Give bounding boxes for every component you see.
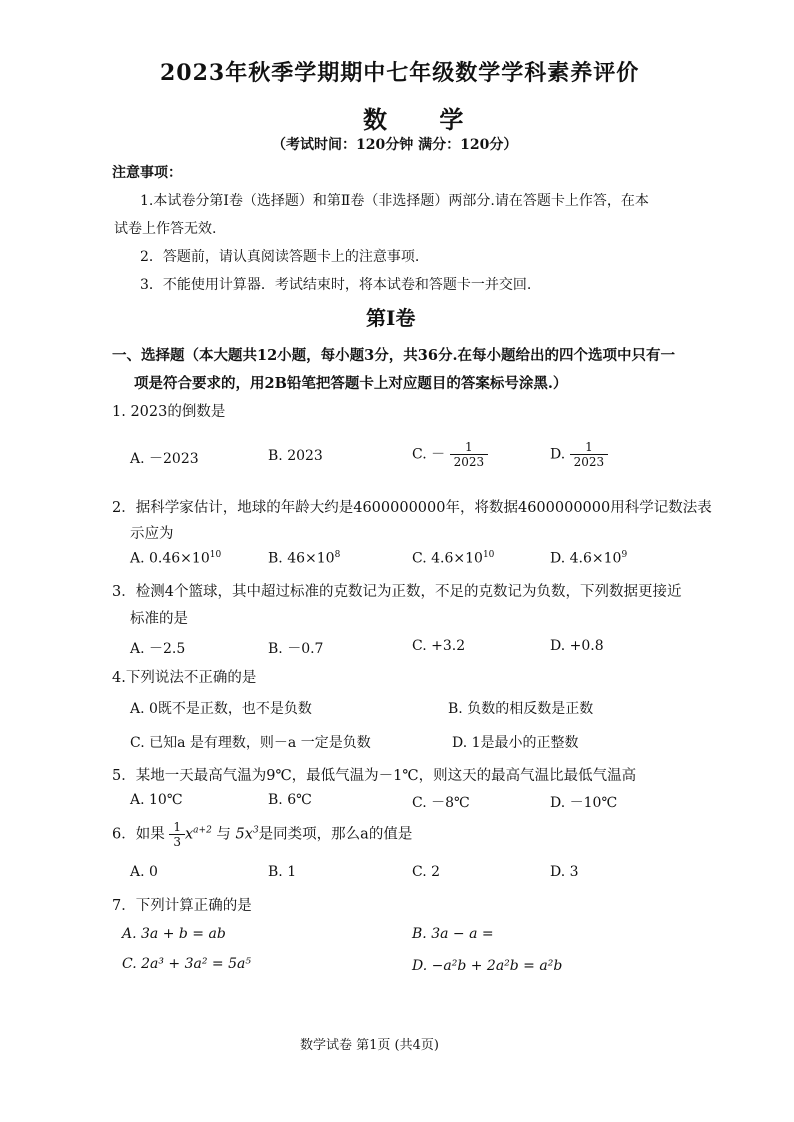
- q6-option-c: C. 2: [412, 864, 441, 880]
- q2-option-d-base: D. 4.6×10: [550, 550, 622, 567]
- part1-title: 第Ⅰ卷: [366, 306, 416, 330]
- note-1: 1.本试卷分第Ⅰ卷（选择题）和第Ⅱ卷（非选择题）两部分.请在答题卡上作答，在本: [140, 193, 649, 209]
- q1-option-c: [412, 440, 488, 469]
- q2-option-c-base: C. 4.6×10: [412, 550, 483, 567]
- q3-stem-line2: 标准的是: [130, 611, 188, 627]
- q5-option-c: C. －8℃: [412, 795, 470, 811]
- q3-option-b: B. －0.7: [268, 641, 324, 657]
- q6-expr2: 5x: [235, 826, 253, 843]
- q5-option-b: B. 6℃: [268, 792, 312, 808]
- notes-heading: 注意事项：: [112, 165, 182, 181]
- section1-line1: 一、选择题（本大题共12小题，每小题3分，共36分.在每小题给出的四个选项中只有一: [112, 347, 675, 364]
- q5-stem: 5．某地一天最高气温为9℃，最低气温为－1℃，则这天的最高气温比最低气温高: [112, 768, 637, 784]
- note-2: 2．答题前，请认真阅读答题卡上的注意事项.: [140, 249, 420, 265]
- q6-frac-denominator: 3: [169, 834, 185, 849]
- q7-stem: 7．下列计算正确的是: [112, 898, 252, 914]
- q2-option-d-exp: 9: [621, 550, 628, 560]
- q7-option-d: D. −a²b + 2a²b = a²b: [412, 958, 563, 974]
- q6-fraction: [169, 820, 185, 849]
- q1-option-c-prefix: C. －: [412, 446, 446, 463]
- q1-d-denominator: 2023: [570, 454, 609, 469]
- q1-d-numerator: 1: [585, 440, 593, 454]
- note-3: 3．不能使用计算器．考试结束时，将本试卷和答题卡一并交回.: [140, 277, 532, 293]
- q6-stem-suffix: 是同类项，那么a的值是: [258, 826, 413, 843]
- q1-option-a: A. －2023: [130, 451, 199, 467]
- q6-option-a: A. 0: [130, 864, 158, 880]
- q3-option-c: C. +3.2: [412, 638, 466, 654]
- q2-option-d: [550, 550, 627, 567]
- q3-stem-line1: 3．检测4个篮球，其中超过标准的克数记为正数，不足的克数记为负数，下列数据更接近: [112, 584, 682, 600]
- q6-expr2-exp: 3: [252, 825, 259, 836]
- q2-stem-line1: 2．据科学家估计，地球的年龄大约是4600000000年，将数据4600000000用科学记数法表: [112, 500, 712, 516]
- q6-option-b: B. 1: [268, 864, 297, 880]
- q2-option-b: [268, 550, 340, 567]
- q1-option-c-fraction: [450, 440, 489, 469]
- q1-option-d-prefix: D.: [550, 446, 570, 463]
- q6-mid: 与: [216, 826, 231, 843]
- q1-option-b: B. 2023: [268, 448, 323, 464]
- q6-frac-numerator: 1: [173, 820, 181, 834]
- q2-option-b-base: B. 46×10: [268, 550, 335, 567]
- q1-stem: 1. 2023的倒数是: [112, 404, 226, 420]
- q2-option-b-exp: 8: [334, 550, 341, 560]
- q3-option-a: A. －2.5: [130, 641, 186, 657]
- q6-stem: [112, 820, 412, 849]
- q2-option-a: [130, 550, 221, 567]
- q2-option-c: [412, 550, 494, 567]
- q2-option-c-exp: 10: [482, 550, 495, 560]
- q5-option-d: D. －10℃: [550, 795, 618, 811]
- q7-option-c: C. 2a³ + 3a² = 5a⁵: [122, 956, 251, 972]
- q1-option-d: [550, 440, 608, 469]
- q1-option-d-fraction: [570, 440, 609, 469]
- q1-c-denominator: 2023: [450, 454, 489, 469]
- q6-option-d: D. 3: [550, 864, 579, 880]
- q4-option-d: D. 1是最小的正整数: [452, 735, 579, 751]
- q2-option-a-exp: 10: [209, 550, 222, 560]
- q6-expr1-exp: a+2: [193, 825, 212, 836]
- q3-option-d: D. +0.8: [550, 638, 604, 654]
- q1-c-numerator: 1: [465, 440, 473, 454]
- q2-stem-line2: 示应为: [130, 526, 174, 542]
- q7-option-b: B. 3a − a =: [412, 926, 494, 942]
- q4-stem: 4.下列说法不正确的是: [112, 670, 257, 686]
- q6-stem-prefix: 6．如果: [112, 826, 165, 843]
- section1-line2: 项是符合要求的，用2B铅笔把答题卡上对应题目的答案标号涂黑.）: [134, 375, 568, 392]
- q4-option-a: A. 0既不是正数，也不是负数: [130, 701, 312, 717]
- q5-option-a: A. 10℃: [130, 792, 183, 808]
- note-1-cont: 试卷上作答无效.: [114, 221, 217, 237]
- q6-expr1: x: [184, 826, 194, 843]
- q2-option-a-base: A. 0.46×10: [130, 550, 210, 567]
- q4-option-b: B. 负数的相反数是正数: [448, 701, 594, 717]
- q4-option-c: C. 已知a 是有理数，则－a 一定是负数: [130, 735, 371, 751]
- page-footer: 数学试卷 第1页 (共4页): [300, 1038, 439, 1053]
- exam-info: （考试时间：120分钟 满分：120分）: [272, 137, 518, 153]
- exam-title: 2023年秋季学期期中七年级数学学科素养评价: [160, 60, 640, 86]
- subject-title: 数 学: [363, 105, 486, 134]
- q7-option-a: A. 3a + b = ab: [122, 926, 226, 942]
